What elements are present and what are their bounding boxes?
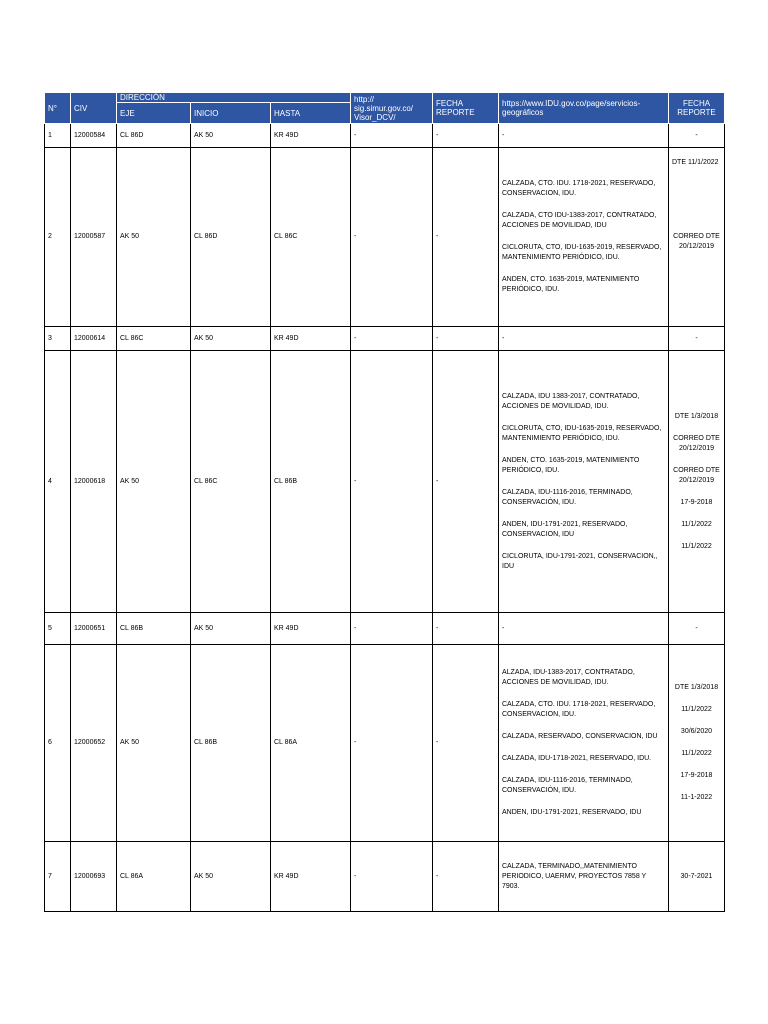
header-simur-url: http:// sig.simur.gov.co/ Visor_DCV/ bbox=[351, 93, 433, 124]
row-observaciones bbox=[499, 645, 669, 842]
row-simur: - bbox=[351, 148, 433, 327]
row-eje: AK 50 bbox=[117, 148, 191, 327]
row-eje: CL 86B bbox=[117, 613, 191, 645]
row-inicio: AK 50 bbox=[191, 842, 271, 912]
observacion-entry: CALZADA, RESERVADO, CONSERVACION, IDU bbox=[502, 733, 658, 740]
row-inicio: AK 50 bbox=[191, 613, 271, 645]
row-civ: 12000651 bbox=[71, 613, 117, 645]
observacion-entry: ANDEN, IDU-1791-2021, RESERVADO, IDU bbox=[502, 809, 642, 816]
header-fecha-reporte-1: FECHA REPORTE bbox=[433, 93, 499, 124]
row-civ: 12000618 bbox=[71, 351, 117, 613]
row-fecha-reporte-2 bbox=[669, 613, 725, 645]
row-civ: 12000693 bbox=[71, 842, 117, 912]
row-hasta: KR 49D bbox=[271, 842, 351, 912]
row-inicio: CL 86C bbox=[191, 351, 271, 613]
header-fecha-reporte-2: FECHA REPORTE bbox=[669, 93, 725, 124]
row-hasta: CL 86C bbox=[271, 148, 351, 327]
row-hasta: KR 49D bbox=[271, 613, 351, 645]
row-number: 6 bbox=[45, 645, 71, 842]
fecha-reporte-entry: 30/6/2020 bbox=[680, 728, 713, 735]
row-inicio: AK 50 bbox=[191, 327, 271, 351]
observacion-entry: ANDEN, CTO. 1635-2019, MATENIMIENTO PERIÓDICO, IDU. bbox=[502, 456, 640, 474]
row-fecha-reporte-1: - bbox=[433, 148, 499, 327]
row-number: 7 bbox=[45, 842, 71, 912]
row-eje: CL 86C bbox=[117, 327, 191, 351]
fecha-reporte-entry: 11/1/2022 bbox=[681, 542, 712, 550]
row-simur: - bbox=[351, 645, 433, 842]
row-number: 1 bbox=[45, 124, 71, 148]
fecha-reporte-entry: 17-9-2018 bbox=[680, 498, 713, 506]
row-eje: AK 50 bbox=[117, 351, 191, 613]
header-eje: EJE bbox=[117, 103, 191, 124]
table-row bbox=[45, 148, 725, 327]
row-simur: - bbox=[351, 842, 433, 912]
row-observaciones bbox=[499, 613, 669, 645]
observacion-entry: CALZADA, IDU-1116-2016, TERMINADO, CONSERVACIÓN, IDU. bbox=[502, 488, 633, 506]
row-fecha-reporte-1: - bbox=[433, 351, 499, 613]
row-observaciones bbox=[499, 327, 669, 351]
row-inicio: CL 86B bbox=[191, 645, 271, 842]
row-simur: - bbox=[351, 351, 433, 613]
row-eje: CL 86D bbox=[117, 124, 191, 148]
row-hasta: CL 86B bbox=[271, 351, 351, 613]
table-row bbox=[45, 327, 725, 351]
fecha-reporte-entry: - bbox=[695, 334, 698, 342]
row-hasta: KR 49D bbox=[271, 327, 351, 351]
row-fecha-reporte-1: - bbox=[433, 327, 499, 351]
row-fecha-reporte-1: - bbox=[433, 842, 499, 912]
row-hasta: CL 86A bbox=[271, 645, 351, 842]
header-idu-url: https://www.IDU.gov.co/page/servicios-geográficos bbox=[499, 93, 669, 124]
observacion-entry: CICLORUTA, IDU-1791-2021, CONSERVACION,, IDU bbox=[502, 552, 658, 570]
fecha-reporte-entry: CORREO DTE 20/12/2019 bbox=[673, 233, 720, 250]
row-fecha-reporte-1: - bbox=[433, 645, 499, 842]
observacion-entry: CALZADA, IDU-1718-2021, RESERVADO, IDU. bbox=[502, 755, 652, 762]
row-fecha-reporte-2 bbox=[669, 148, 725, 327]
fecha-reporte-entry: - bbox=[695, 131, 698, 139]
row-simur: - bbox=[351, 327, 433, 351]
observacion-entry: ALZADA, IDU-1383-2017, CONTRATADO, ACCIONES DE MOVILIDAD, IDU. bbox=[502, 669, 635, 686]
fecha-reporte-entry: DTE 11/1/2022 bbox=[672, 159, 719, 166]
observacion-entry: CICLORUTA, CTO, IDU-1635-2019, RESERVADO, MANTENIMIENTO PERIÓDICO, IDU. bbox=[502, 244, 662, 261]
row-civ: 12000652 bbox=[71, 645, 117, 842]
row-number: 2 bbox=[45, 148, 71, 327]
observacion-entry: CALZADA, TERMINADO,,MATENIMIENTO PERIODICO, UAERMV, PROYECTOS 7858 Y 7903. bbox=[502, 862, 647, 890]
row-number: 4 bbox=[45, 351, 71, 613]
fecha-reporte-entry: 11/1/2022 bbox=[681, 706, 712, 713]
table-row bbox=[45, 842, 725, 912]
header-hasta: HASTA bbox=[271, 103, 351, 124]
fecha-reporte-entry: CORREO DTE 20/12/2019 bbox=[673, 466, 720, 484]
fecha-reporte-entry: CORREO DTE 20/12/2019 bbox=[673, 434, 720, 452]
observacion-entry: CALZADA, CTO IDU-1383-2017, CONTRATADO, ACCIONES DE MOVILIDAD, IDU bbox=[502, 212, 657, 229]
table-row bbox=[45, 613, 725, 645]
row-simur: - bbox=[351, 124, 433, 148]
header-civ: CIV bbox=[71, 93, 117, 124]
row-civ: 12000614 bbox=[71, 327, 117, 351]
row-civ: 12000584 bbox=[71, 124, 117, 148]
row-civ: 12000587 bbox=[71, 148, 117, 327]
header-inicio: INICIO bbox=[191, 103, 271, 124]
row-fecha-reporte-1: - bbox=[433, 124, 499, 148]
row-observaciones bbox=[499, 124, 669, 148]
row-fecha-reporte-1: - bbox=[433, 613, 499, 645]
observacion-entry: CALZADA, CTO. IDU. 1718-2021, RESERVADO, CONSERVACION, IDU. bbox=[502, 180, 656, 197]
row-observaciones bbox=[499, 148, 669, 327]
row-fecha-reporte-2 bbox=[669, 327, 725, 351]
fecha-reporte-entry: DTE 1/3/2018 bbox=[674, 684, 719, 691]
observacion-entry: CICLORUTA, CTO, IDU-1635-2019, RESERVADO, MANTENIMIENTO PERIÓDICO, IDU. bbox=[502, 424, 662, 442]
fecha-reporte-entry: 17-9-2018 bbox=[680, 772, 713, 779]
table-row bbox=[45, 124, 725, 148]
fecha-reporte-entry: 30-7-2021 bbox=[680, 872, 713, 880]
fecha-reporte-entry: 11/1/2022 bbox=[681, 750, 712, 757]
row-fecha-reporte-2 bbox=[669, 124, 725, 148]
observacion-entry: CALZADA, CTO. IDU. 1718-2021, RESERVADO, CONSERVACION, IDU. bbox=[502, 701, 656, 718]
observacion-entry: - bbox=[502, 624, 505, 632]
observacion-entry: CALZADA, IDU-1116-2016, TERMINADO, CONSERVACIÓN, IDU. bbox=[502, 777, 633, 794]
fecha-reporte-entry: DTE 1/3/2018 bbox=[674, 412, 719, 420]
row-eje: AK 50 bbox=[117, 645, 191, 842]
row-eje: CL 86A bbox=[117, 842, 191, 912]
row-observaciones bbox=[499, 842, 669, 912]
report-table bbox=[44, 92, 725, 912]
row-number: 3 bbox=[45, 327, 71, 351]
row-fecha-reporte-2 bbox=[669, 351, 725, 613]
header-direccion: DIRECCIÓN bbox=[117, 93, 351, 103]
fecha-reporte-entry: - bbox=[695, 624, 698, 632]
observacion-entry: - bbox=[502, 334, 505, 342]
header-n: N° bbox=[45, 93, 71, 124]
row-number: 5 bbox=[45, 613, 71, 645]
observacion-entry: ANDEN, CTO. 1635-2019, MATENIMIENTO PERIÓDICO, IDU. bbox=[502, 276, 640, 293]
observacion-entry: - bbox=[502, 131, 505, 139]
row-fecha-reporte-2 bbox=[669, 842, 725, 912]
fecha-reporte-entry: 11/1/2022 bbox=[681, 520, 712, 528]
row-fecha-reporte-2 bbox=[669, 645, 725, 842]
row-inicio: AK 50 bbox=[191, 124, 271, 148]
observacion-entry: CALZADA, IDU 1383-2017, CONTRATADO, ACCIONES DE MOVILIDAD, IDU. bbox=[502, 392, 640, 410]
table-row bbox=[45, 351, 725, 613]
row-observaciones bbox=[499, 351, 669, 613]
table-row bbox=[45, 645, 725, 842]
row-hasta: KR 49D bbox=[271, 124, 351, 148]
row-simur: - bbox=[351, 613, 433, 645]
fecha-reporte-entry: 11-1-2022 bbox=[680, 794, 713, 801]
observacion-entry: ANDEN, IDU-1791-2021, RESERVADO, CONSERVACION, IDU bbox=[502, 520, 628, 538]
row-inicio: CL 86D bbox=[191, 148, 271, 327]
